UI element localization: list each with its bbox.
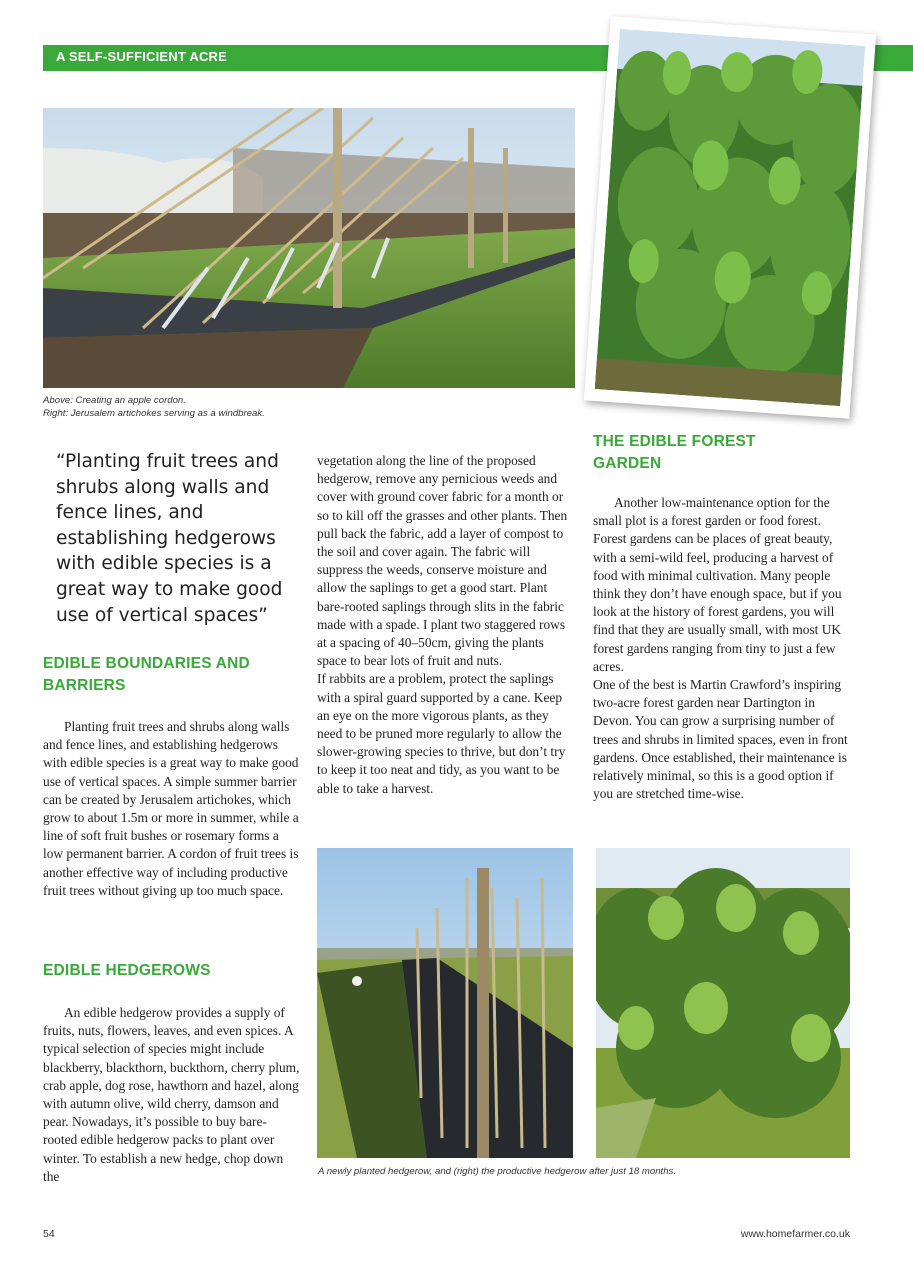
forest-paragraph-2: One of the best is Martin Crawford’s inspiring two-acre forest garden near Dartington in Devon. You can grow a surprising number of trees and shrubs in limited spaces, even in front gardens. Once established, their maintenance is relatively minimal, so this is a good option if you are stretched time-wise. [593,677,848,802]
heading-edible-hedgerows: EDIBLE HEDGEROWS [43,962,211,979]
boundaries-text [43,718,300,900]
productive-hedgerow-photo [596,848,850,1158]
new-hedgerow-photo [317,848,573,1158]
bottom-photo-caption: A newly planted hedgerow, and (right) the productive hedgerow after just 18 months. [318,1166,677,1177]
website-link[interactable]: www.homefarmer.co.uk [740,1228,850,1240]
caption-above: Above: Creating an apple cordon. [43,395,186,406]
heading-edible-boundaries: EDIBLE BOUNDARIES AND BARRIERS [43,655,250,694]
top-photo-caption [43,394,443,420]
heading-edible-forest-garden: THE EDIBLE FOREST GARDEN [593,433,756,472]
pull-quote: “Planting fruit trees and shrubs along walls and fence lines, and establishing hedgerows with edible species is a great way to make good use of vertical spaces” [56,451,283,626]
hedgerows-text-col2 [317,452,575,798]
jerusalem-artichoke-photo [595,29,866,406]
hedgerows-paragraph-3: If rabbits are a problem, protect the saplings with a spiral guard supported by a cane. Keep an eye on the more vigorous plants, as they need to be pruned more regularly to allow the slower-growing species to thrive, but don’t try to keep it too neat and tidy, as you want to be able to take a harvest. [317,671,566,796]
hedgerows-paragraph-2: vegetation along the line of the proposed hedgerow, remove any pernicious weeds and cover with ground cover fabric for a month or so to kill off the grasses and other plants. Then pull back the fabric, add a layer of compost to the soil and cover again. The fabric will suppress the weeds, conserve moisture and allow the saplings to get a good start. Plant bare-rooted saplings through slits in the fabric made with a spade. I plant two staggered rows at a spacing of 40–50cm, giving the plants space to bear lots of fruit and nuts. [317,453,568,669]
artichoke-polaroid-frame [584,16,876,419]
hedgerows-paragraph-1: An edible hedgerow provides a supply of fruits, nuts, flowers, leaves, and even spices. A typical selection of species might include blackberry, blackthorn, buckthorn, cherry plum, crab apple, dog rose, hawthorn and hazel, along with autumn olive, wild cherry, damson and pear. Nowadays, it’s possible to buy bare-rooted edible hedgerow packs to plant over winter. To establish a new hedge, chop down the [43,1005,300,1184]
section-title: A SELF-SUFFICIENT ACRE [56,49,227,64]
page-number: 54 [43,1228,55,1240]
boundaries-paragraph: Planting fruit trees and shrubs along walls and fence lines, and establishing hedgerows with edible species is a great way to make good use of vertical spaces. A simple summer barrier can be created by Jerusalem artichokes, which grow to about 1.5m or more in summer, while a line of soft fruit bushes or rosemary forms a low permanent barrier. A cordon of fruit trees is another effective way of including productive fruit trees without giving up too much space. [43,719,299,898]
hedgerows-text-col1 [43,1004,300,1186]
forest-paragraph-1: Another low-maintenance option for the small plot is a forest garden or food forest. Forest gardens can be places of great beauty, with a semi-wild feel, producing a harvest of food with minimal cultivation. Many people think they don’t have enough space, but if you look at the history of forest gardens, you will find that they are usually small, with most UK forest gardens ranging from tiny to just a few acres. [593,495,842,674]
forest-text [593,494,851,803]
apple-cordon-photo [43,108,575,388]
caption-right: Right: Jerusalem artichokes serving as a windbreak. [43,408,265,419]
